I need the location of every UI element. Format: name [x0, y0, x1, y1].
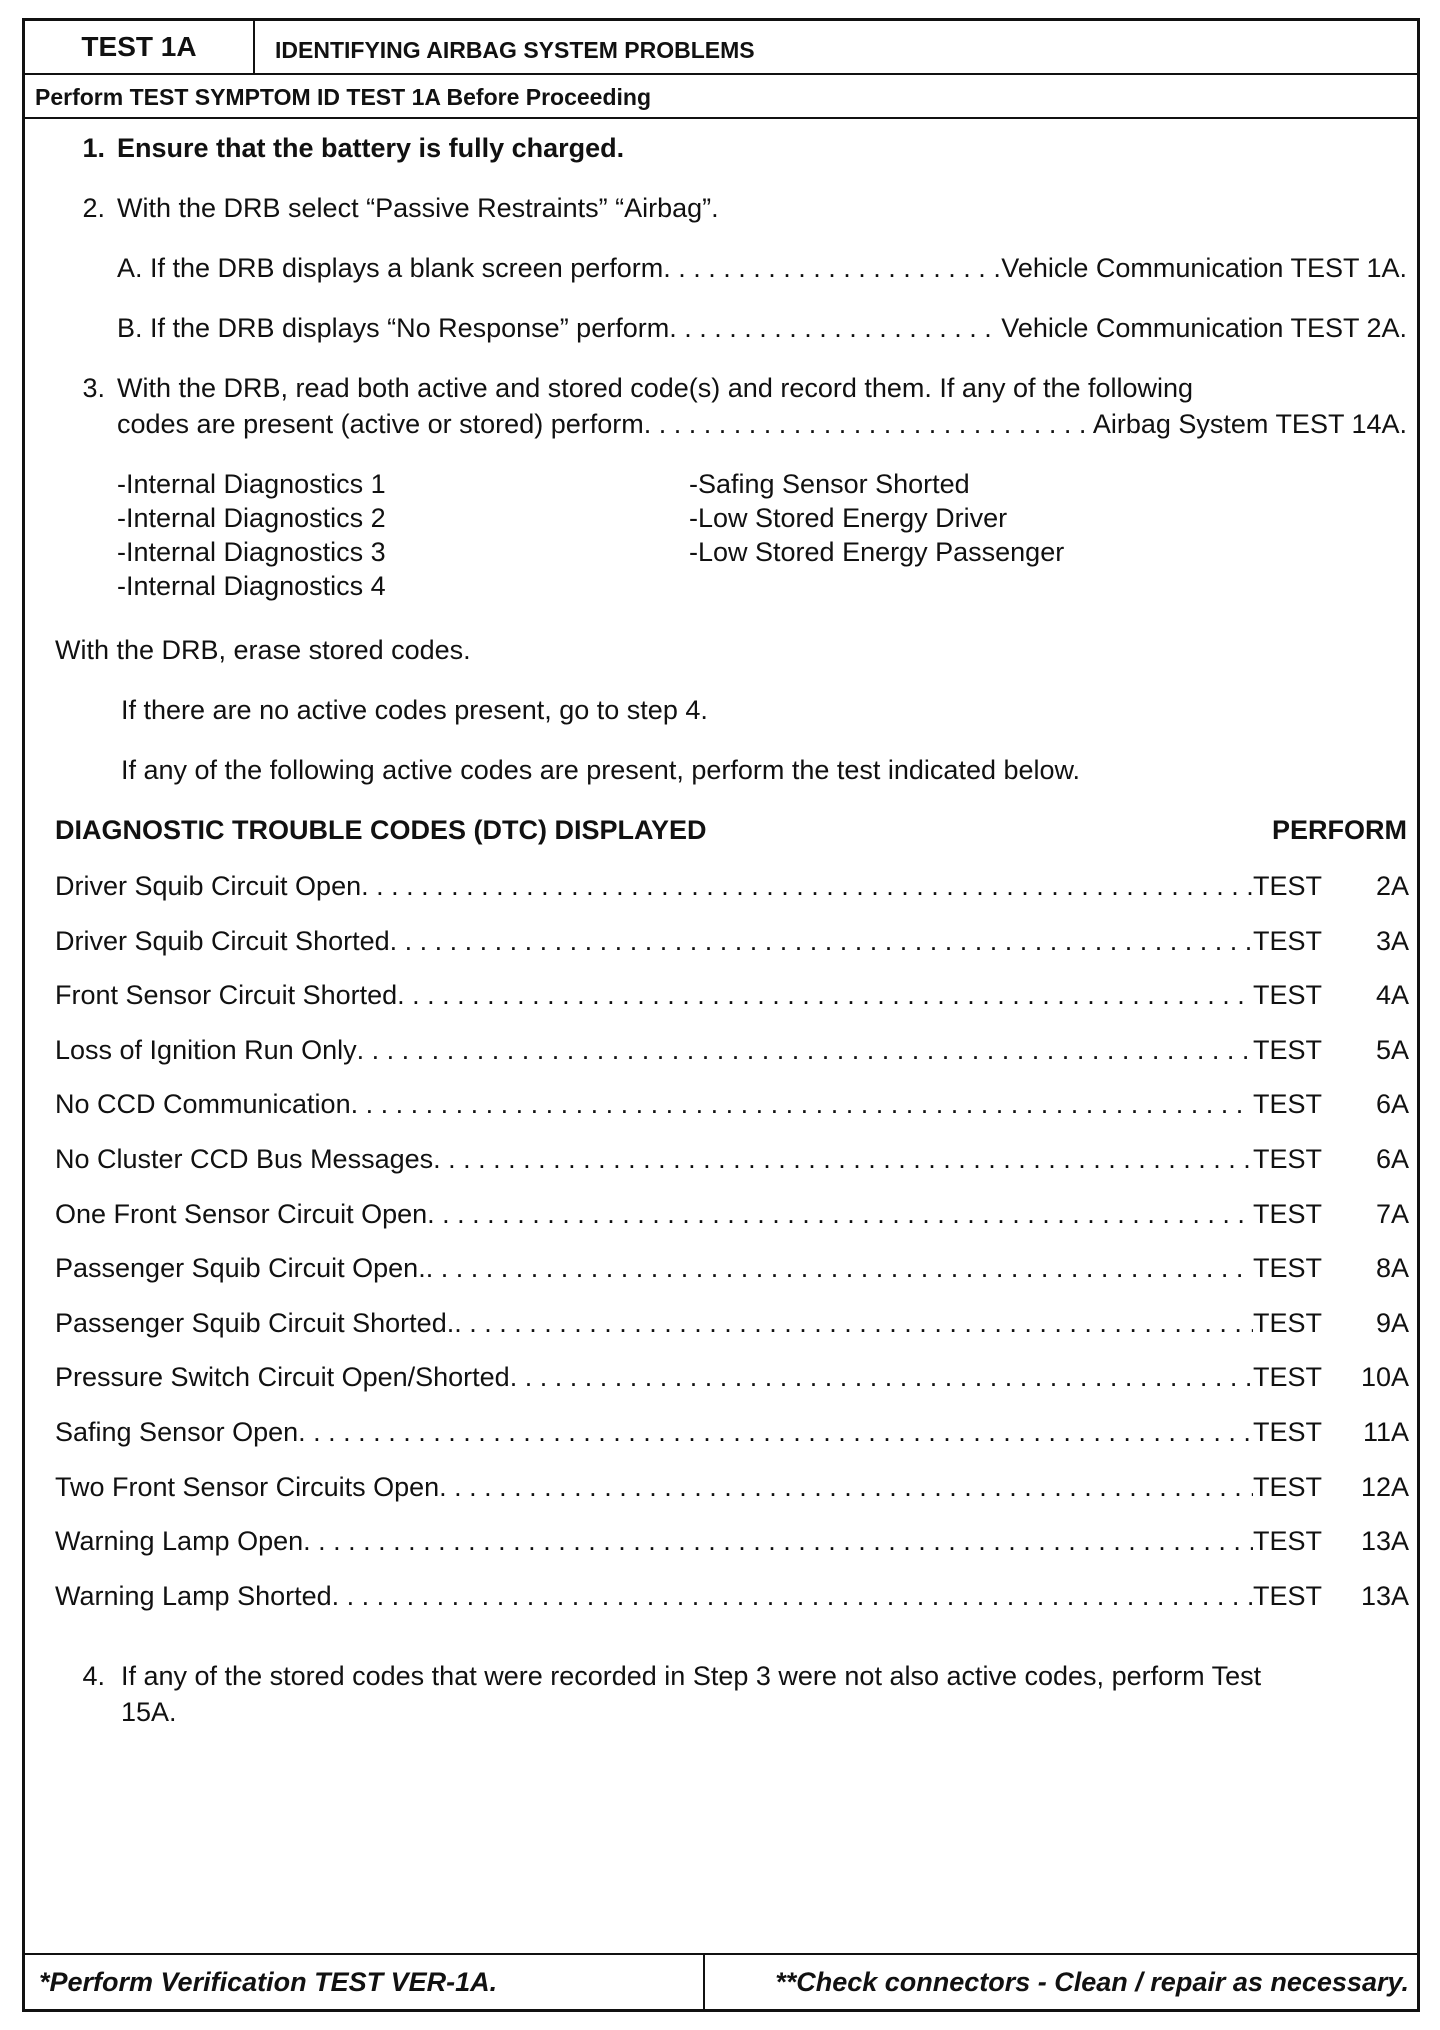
footer-verification-note: *Perform Verification TEST VER-1A.	[25, 1955, 705, 2009]
dtc-test-word: TEST	[1253, 1362, 1323, 1393]
dtc-test-number: 3A	[1375, 925, 1409, 956]
any-active-instruction: If any of the following active codes are present, perform the test indicated below.	[121, 755, 1081, 785]
dtc-test-number: 6A	[1375, 1089, 1409, 1120]
leader-dots	[427, 1197, 1253, 1231]
step-3-result: Airbag System TEST 14A.	[1092, 409, 1407, 439]
leader-dots	[669, 311, 1001, 345]
leader-dots	[644, 407, 1093, 441]
leader-dots	[433, 1142, 1253, 1176]
table-row	[55, 1087, 1409, 1121]
list-item: -Low Stored Energy Passenger	[689, 537, 1065, 567]
leader-dots	[439, 1470, 1253, 1504]
leader-dots	[510, 1360, 1253, 1394]
table-row	[55, 1524, 1409, 1558]
dtc-test	[1253, 1251, 1409, 1285]
leader-dots	[357, 1033, 1253, 1067]
dtc-code: No Cluster CCD Bus Messages	[55, 1144, 434, 1174]
dtc-test-word: TEST	[1253, 925, 1323, 956]
dtc-code: Warning Lamp Open	[55, 1526, 304, 1557]
dtc-test	[1253, 1087, 1409, 1121]
dtc-code: Passenger Squib Circuit Open.	[55, 1253, 426, 1284]
table-row	[55, 1033, 1409, 1067]
step-number: 4.	[82, 1661, 105, 1691]
dtc-code: One Front Sensor Circuit Open	[55, 1198, 428, 1229]
dtc-test	[1253, 1033, 1409, 1067]
dtc-test-number: 2A	[1375, 871, 1409, 901]
leader-dots	[426, 1251, 1253, 1285]
dtc-code: Two Front Sensor Circuits Open	[55, 1471, 440, 1502]
dtc-test-word: TEST	[1253, 871, 1323, 901]
dtc-test-word: TEST	[1253, 980, 1323, 1011]
table-row	[55, 1306, 1409, 1340]
dtc-test	[1253, 869, 1409, 903]
code-list-right	[689, 467, 1064, 569]
dtc-code: Warning Lamp Shorted	[55, 1580, 332, 1611]
dtc-test	[1253, 1360, 1409, 1394]
step-4-line-1: If any of the stored codes that were recorded in Step 3 were not also active codes, perform Test	[121, 1661, 1262, 1691]
dtc-test	[1253, 1306, 1409, 1340]
dtc-test-number: 13A	[1360, 1580, 1409, 1611]
step-4-line-2: 15A.	[121, 1697, 177, 1727]
dtc-test-word: TEST	[1253, 1089, 1323, 1120]
step-number: 2.	[82, 193, 105, 223]
leader-dots	[454, 1306, 1253, 1340]
table-row	[55, 978, 1409, 1012]
step-number: 3.	[82, 373, 105, 403]
list-item: -Safing Sensor Shorted	[689, 469, 970, 499]
dtc-test-number: 7A	[1375, 1198, 1409, 1229]
dtc-test-number: 12A	[1360, 1471, 1409, 1502]
leader-dots	[390, 924, 1253, 958]
step-2b-label: B. If the DRB displays “No Response” perform	[117, 313, 670, 343]
dtc-code: Front Sensor Circuit Shorted	[55, 980, 398, 1011]
step-number: 1.	[82, 133, 105, 163]
leader-dots	[298, 1415, 1253, 1449]
table-row	[55, 924, 1409, 958]
dtc-test	[1253, 1415, 1409, 1449]
leader-dots	[361, 869, 1253, 903]
table-row	[55, 1360, 1409, 1394]
step-2b	[117, 311, 1407, 345]
dtc-code: Pressure Switch Circuit Open/Shorted	[55, 1362, 510, 1393]
perform-header: PERFORM	[1272, 815, 1407, 845]
table-row	[55, 1415, 1409, 1449]
dtc-code: Passenger Squib Circuit Shorted.	[55, 1307, 455, 1338]
table-row	[55, 1197, 1409, 1231]
dtc-test-word: TEST	[1253, 1198, 1323, 1229]
step-3-line-2	[117, 407, 1407, 441]
step-2a-result: Vehicle Communication TEST 1A.	[1001, 253, 1407, 283]
dtc-test-number: 8A	[1375, 1253, 1409, 1284]
list-item: -Low Stored Energy Driver	[689, 503, 1008, 533]
dtc-test	[1253, 924, 1409, 958]
dtc-test-word: TEST	[1253, 1034, 1323, 1065]
dtc-test	[1253, 1197, 1409, 1231]
dtc-test	[1253, 1524, 1409, 1558]
step-text: With the DRB select “Passive Restraints” “Airbag”.	[117, 193, 719, 223]
step-3-line-1: With the DRB, read both active and stored code(s) and record them. If any of the following	[117, 373, 1194, 403]
step-2a-label: A. If the DRB displays a blank screen perform	[117, 253, 664, 283]
list-item: -Internal Diagnostics 3	[117, 537, 386, 567]
dtc-code: No CCD Communication	[55, 1089, 351, 1120]
dtc-test-word: TEST	[1253, 1580, 1323, 1611]
leader-dots	[663, 251, 1001, 285]
dtc-test-number: 4A	[1375, 980, 1409, 1011]
dtc-test-number: 10A	[1360, 1362, 1409, 1393]
code-list-left	[117, 467, 386, 603]
dtc-test-word: TEST	[1253, 1471, 1323, 1502]
list-item: -Internal Diagnostics 2	[117, 503, 386, 533]
leader-dots	[332, 1579, 1253, 1613]
page-title: IDENTIFYING AIRBAG SYSTEM PROBLEMS	[275, 37, 755, 63]
dtc-test-word: TEST	[1253, 1253, 1323, 1284]
dtc-test-number: 11A	[1362, 1417, 1409, 1447]
subheader: Perform TEST SYMPTOM ID TEST 1A Before Proceeding	[25, 75, 1417, 119]
table-row	[55, 1142, 1409, 1176]
list-item: -Internal Diagnostics 1	[117, 469, 386, 499]
leader-dots	[351, 1087, 1253, 1121]
step-2a	[117, 251, 1407, 285]
dtc-test	[1253, 978, 1409, 1012]
no-active-instruction: If there are no active codes present, go to step 4.	[121, 695, 708, 725]
dtc-test-word: TEST	[1253, 1417, 1323, 1447]
dtc-header: DIAGNOSTIC TROUBLE CODES (DTC) DISPLAYED	[55, 815, 707, 845]
dtc-test-number: 5A	[1375, 1034, 1409, 1065]
dtc-test-number: 9A	[1375, 1307, 1409, 1338]
table-row	[55, 1470, 1409, 1504]
dtc-test	[1253, 1470, 1409, 1504]
dtc-test-number: 13A	[1360, 1526, 1409, 1557]
footer	[25, 1953, 1417, 2009]
dtc-code: Loss of Ignition Run Only	[55, 1034, 357, 1065]
header-bar	[25, 21, 1417, 75]
leader-dots	[303, 1524, 1253, 1558]
test-id: TEST 1A	[25, 21, 255, 73]
dtc-code: Driver Squib Circuit Open	[55, 871, 362, 901]
table-row	[55, 1579, 1409, 1613]
leader-dots	[397, 978, 1253, 1012]
list-item: -Internal Diagnostics 4	[117, 571, 386, 601]
step-2b-result: Vehicle Communication TEST 2A.	[1001, 313, 1407, 343]
dtc-code: Safing Sensor Open	[55, 1417, 299, 1447]
step-3-label: codes are present (active or stored) perform	[117, 409, 644, 439]
table-row	[55, 1251, 1409, 1285]
dtc-test-word: TEST	[1253, 1144, 1323, 1174]
test-procedure-page	[22, 18, 1420, 2012]
dtc-test-word: TEST	[1253, 1307, 1323, 1338]
table-row	[55, 869, 1409, 903]
step-text: Ensure that the battery is fully charged.	[117, 133, 625, 163]
footer-connector-note: **Check connectors - Clean / repair as necessary.	[775, 1967, 1409, 1997]
erase-instruction: With the DRB, erase stored codes.	[55, 635, 471, 665]
dtc-code: Driver Squib Circuit Shorted	[55, 925, 390, 956]
dtc-test	[1253, 1579, 1409, 1613]
dtc-test-number: 6A	[1375, 1144, 1409, 1174]
dtc-test-word: TEST	[1253, 1526, 1323, 1557]
dtc-test	[1253, 1142, 1409, 1176]
